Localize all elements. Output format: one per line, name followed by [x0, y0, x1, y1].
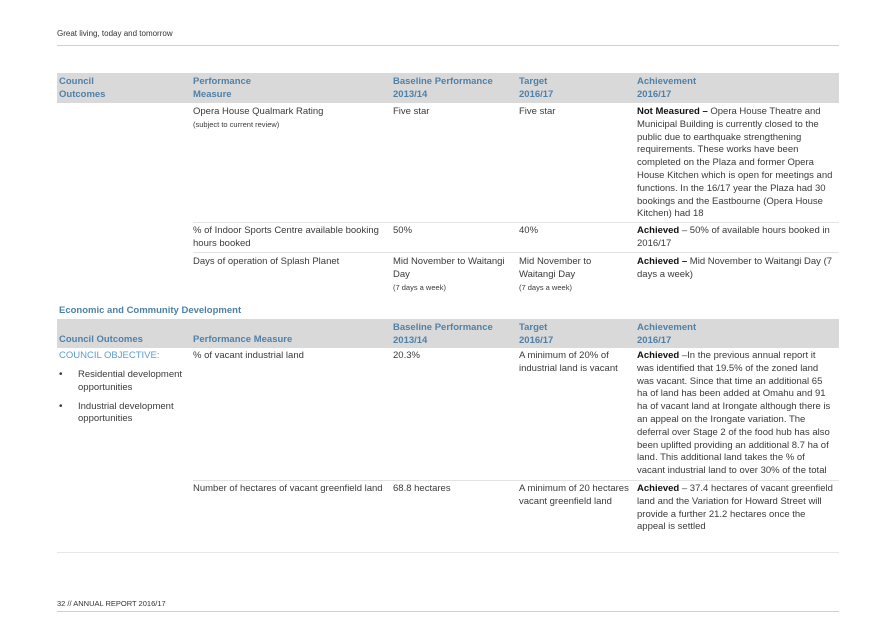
objective-list — [59, 369, 189, 432]
table-row-achievement: Not Measured – Opera House Theatre and Municipal Building is currently closed to the public due to earthquake strengthening requirements. These works have been completed on the Plaza and former Opera House Kitchen which is open for meetings and functions. In the 16/17 year the Plaza had 30 bookings and the Eastbourne (Opera House Kitchen) had 18 — [637, 106, 833, 220]
header-baseline: Baseline Performance 2013/14 — [393, 322, 493, 346]
table-row-measure: Days of operation of Splash Planet — [193, 256, 340, 267]
header-council-outcomes: Council Outcomes — [59, 334, 143, 345]
table-row-target: 40% — [519, 225, 539, 236]
table-row-target: A minimum of 20 hectares vacant greenfield land — [519, 483, 629, 507]
table-row-achievement: Achieved –In the previous annual report it was identified that 19.5% of the zoned land was vacant. Since that time an additional 65 ha of land has been added at Omahu and 91 ha of vacant land at Irongate although there is an appeal on the Irongate variation. The deferral over Stage 2 of the food hub has also been uplifted providing an additional 8.7 ha of land. This additional land takes the % of vacant industrial land to over 30% of the total — [637, 350, 831, 477]
table-row-target: A minimum of 20% of industrial land is vacant — [519, 350, 618, 374]
header-performance-measure: Performance Measure — [193, 334, 293, 345]
table-row-baseline: 68.8 hectares — [393, 483, 451, 494]
footer-rule — [57, 611, 839, 612]
table-bottom-rule — [57, 552, 839, 553]
row-divider — [193, 480, 839, 481]
header-council-outcomes: Council Outcomes — [59, 76, 106, 100]
running-header: Great living, today and tomorrow — [57, 29, 173, 38]
table-header-b — [57, 319, 839, 348]
header-target: Target 2016/17 — [519, 76, 554, 100]
status-label: Achieved — [637, 483, 680, 494]
header-target: Target 2016/17 — [519, 322, 554, 346]
row-divider — [193, 222, 839, 223]
table-row-measure: Opera House Qualmark Rating (subject to current review) — [193, 106, 324, 129]
council-objective-label: COUNCIL OBJECTIVE: — [59, 350, 160, 361]
list-item: • Industrial development opportunities — [59, 400, 174, 425]
row-divider — [193, 252, 839, 253]
table-row-measure: % of vacant industrial land — [193, 350, 304, 361]
table-row-achievement: Achieved – 37.4 hectares of vacant greenfield land and the Variation for Howard Street will provide a further 21.2 hectares once the appeal is settled — [637, 483, 833, 533]
table-row-measure: % of Indoor Sports Centre available booking hours booked — [193, 225, 379, 249]
header-achievement: Achievement 2016/17 — [637, 322, 697, 346]
table-row-baseline: Five star — [393, 106, 430, 117]
table-row-target: Five star — [519, 106, 556, 117]
table-row-baseline: Mid November to Waitangi Day (7 days a week) — [393, 256, 505, 292]
table-row-measure: Number of hectares of vacant greenfield land — [193, 483, 383, 494]
table-row-baseline: 20.3% — [393, 350, 420, 361]
table-header-a — [57, 73, 839, 103]
table-row-baseline: 50% — [393, 225, 413, 236]
status-label: Achieved – — [637, 256, 688, 267]
list-item: • Residential development opportunities — [59, 369, 183, 393]
header-rule — [57, 45, 839, 46]
page-footer: 32 // ANNUAL REPORT 2016/17 — [57, 599, 166, 608]
section-title: Economic and Community Development — [59, 305, 242, 316]
status-label: Achieved — [637, 225, 680, 236]
status-label: Achieved — [637, 350, 680, 361]
table-row-achievement: Achieved – 50% of available hours booked in 2016/17 — [637, 225, 830, 249]
table-row-target: Mid November to Waitangi Day (7 days a week) — [519, 256, 592, 292]
header-baseline: Baseline Performance 2013/14 — [393, 76, 493, 100]
header-performance-measure: Performance Measure — [193, 76, 252, 100]
status-label: Not Measured – — [637, 106, 708, 117]
header-achievement: Achievement 2016/17 — [637, 76, 697, 100]
table-row-achievement: Achieved – Mid November to Waitangi Day (7 days a week) — [637, 256, 833, 280]
